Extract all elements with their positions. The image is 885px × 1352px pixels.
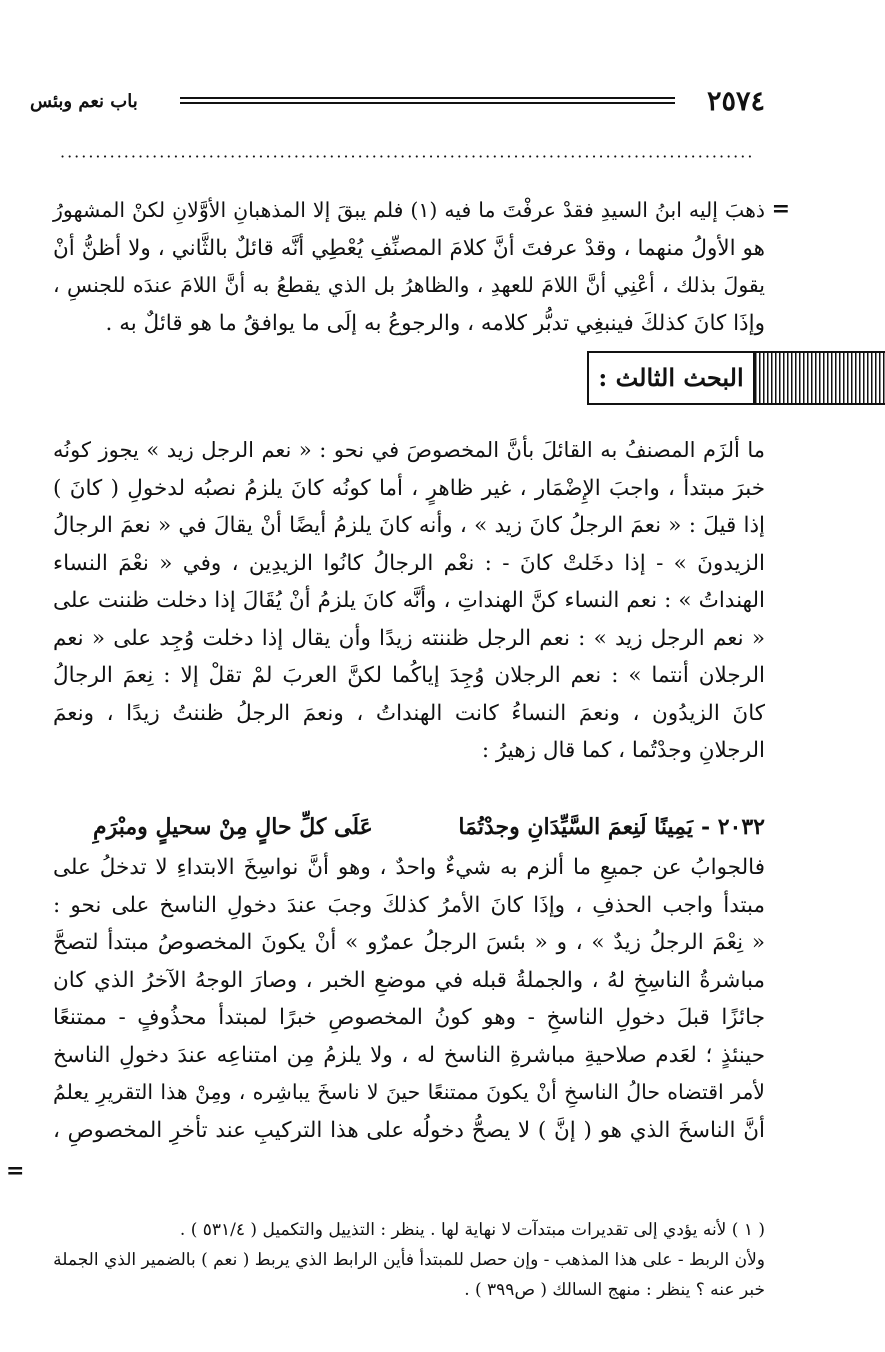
- body-paragraph-2: [53, 849, 765, 1149]
- continuation-paragraph: [53, 192, 765, 342]
- body-paragraph-1: [53, 432, 765, 770]
- page-number: ٢٥٧٤: [706, 86, 765, 117]
- text-line: خبرَ مبتدأ ، واجبَ الإِضْمَار ، غير ظاهرٍ ، أما كونُه كانَ يلزمُ نصبُه لدخولِ ( كانَ ): [53, 475, 765, 501]
- text-line: وإذَا كانَ كذلكَ فينبغِي تدبُّر كلامه ، والرجوعُ به إلَى ما يوافقُ ما هو قائلٌ به .: [105, 310, 765, 336]
- section-ornament: [753, 351, 885, 405]
- text-line: الزيدونَ » - إذا دخَلتْ كانَ - : نعْم الرجالُ كانُوا الزيدِين ، وفي « نعْمَ النساء: [53, 550, 765, 576]
- dotted-separator: ··································································································: [60, 152, 755, 162]
- text-line: الرجلان أنتما » : نعم الرجلان وُجِدَ إياكُما لكنَّ العربَ لمْ تقلْ إلا : نِعمَ الرجالُ: [53, 663, 765, 688]
- text-line: هو الأولُ منهما ، وقدْ عرفتَ أنَّ كلامَ المصنِّفِ يُعْطِي أنَّه قائلٌ بالثَّاني ، ولا أظنُّ أنْ: [53, 235, 765, 261]
- text-line: الهنداتُ » : نعم النساء كنَّ الهنداتِ ، وأنَّه كانَ يلزمُ أنْ يُقَالَ إذا دخلت ظننت على: [53, 588, 765, 613]
- text-line: الرجلانِ وجدْتُما ، كما قال زهيرُ :: [481, 738, 765, 763]
- text-line: كانَ الزيدُون ، ونعمَ النساءُ كانت الهنداتُ ، ونعمَ الرجلُ ظننتُ زيدًا ، ونعمَ: [53, 700, 765, 726]
- footnote-line: ( ١ ) لأنه يؤدي إلى تقديرات مبتدآت لا نهاية لها . ينظر : التذييل والتكميل ( ٥٣١/٤ ) .: [179, 1220, 765, 1240]
- page-header: [30, 84, 765, 120]
- text-line: يقولَ بذلك ، أعْنِي أنَّ اللامَ للعهدِ ، والظاهرُ بل الذي يقطعُ به أنَّ اللامَ عندَه للجنسِ ،: [53, 273, 765, 297]
- text-line: حينئذٍ ؛ لعَدم صلاحيةِ مباشرةِ الناسخ له ، ولا يلزمُ مِن امتناعِه عندَ دخولِ الناسخ: [53, 1042, 765, 1068]
- section-heading: [587, 351, 885, 405]
- text-line: جائزًا قبلَ دخولِ الناسخِ - وهو كونُ المخصوصِ خبرًا لمبتدأ محذُوفٍ - ممتنعًا: [53, 1005, 765, 1030]
- continuation-mark-start: =: [771, 196, 790, 222]
- text-line: ذهبَ إليه ابنُ السيدِ فقدْ عرفْتَ ما فيه (١) فلم يبقَ إلا المذهبانِ الأوَّلانِ لكنْ المشهورُ: [53, 198, 766, 222]
- text-line: إذا قيلَ : « نعمَ الرجلُ كانَ زيد » ، وأنه كانَ يلزمُ أيضًا أنْ يقالَ في « نعمَ الرجالُ: [53, 513, 765, 538]
- text-line: ما ألزَم المصنفُ به القائلَ بأنَّ المخصوصَ في نحو : « نعم الرجل زيد » يجوز كونُه: [53, 438, 765, 462]
- verse-hemistich-2: عَلَى كلِّ حالٍ مِنْ سحيلٍ ومبْرَمِ: [93, 814, 373, 840]
- text-line: « نعم الرجل زيد » : نعم الرجل ظننته زيدًا وأن يقال إذا دخلت وُجِد على « نعم: [53, 625, 765, 651]
- text-line: لأمر اقتضاه حالُ الناسخِ أنْ يكونَ ممتنعًا حينَ لا ناسخَ يباشِره ، ومِنْ هذا التقريرِ يعلمُ: [53, 1080, 765, 1104]
- text-line: مباشرةُ الناسِخِ لهُ ، والجملةُ قبله في موضعِ الخبر ، وصارَ الوجهُ الآخرُ الذي كان: [53, 967, 765, 993]
- section-title: البحث الثالث :: [587, 351, 755, 405]
- footnotes: [53, 1215, 765, 1305]
- continuation-mark-end: =: [6, 1158, 25, 1184]
- verse-line: [53, 808, 765, 846]
- chapter-title: باب نعم وبئس: [30, 91, 138, 112]
- footnote-line: خبر عنه ؟ ينظر : منهج السالك ( ص٣٩٩ ) .: [464, 1280, 765, 1300]
- footnote-line: ولأن الربط - على هذا المذهب - وإن حصل للمبتدأ فأين الرابط الذي يربط ( نعم ) بالضمير الذي الجملة: [53, 1250, 765, 1270]
- text-line: فالجوابُ عن جميعِ ما ألزم به شيءٌ واحدٌ ، وهو أنَّ نواسِخَ الابتداءِ لا تدخلُ على: [53, 855, 765, 880]
- text-line: « نِعْمَ الرجلُ زيدٌ » ، و « بئسَ الرجلُ عمرٌو » أنْ يكونَ المخصوصُ مبتدأ لتصحَّ: [53, 930, 765, 955]
- text-line: أنَّ الناسخَ الذي هو ( إنَّ ) لا يصحُّ دخولُه على هذا التركيبِ عند تأخرِ المخصوصِ ،: [53, 1117, 765, 1143]
- verse-hemistich-1: يَمِينًا لَنِعمَ السَّيِّدَانِ وجدْتُمَا: [458, 814, 693, 840]
- header-rule: [180, 97, 675, 104]
- text-line: مبتدأ واجب الحذفِ ، وإذَا كانَ الأمرُ كذلكَ وجبَ عندَ دخولِ الناسخ على نحو :: [53, 892, 765, 918]
- verse-number: ٢٠٣٢ -: [700, 814, 765, 840]
